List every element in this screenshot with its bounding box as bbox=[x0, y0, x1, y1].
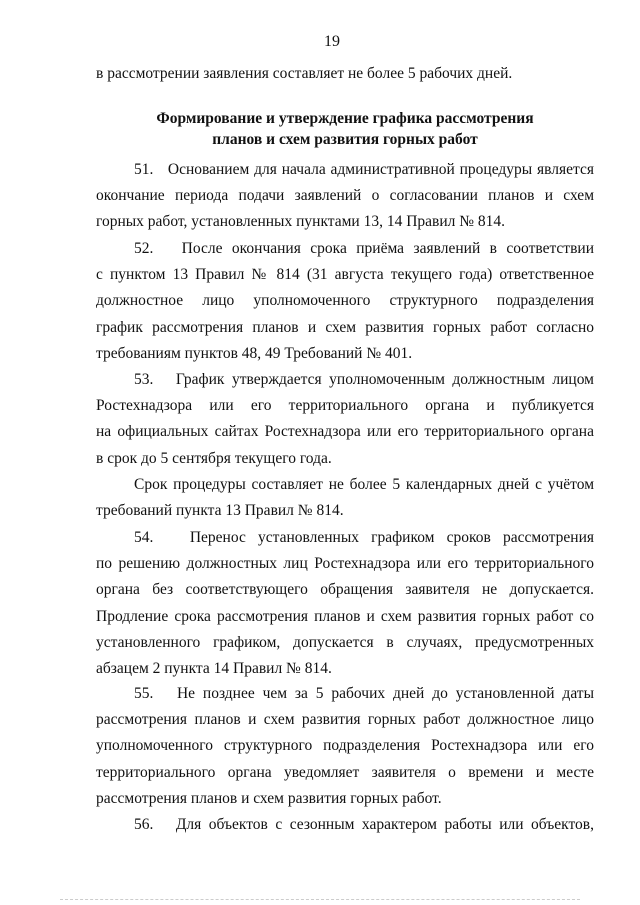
continuation-text bbox=[96, 61, 594, 87]
text-line: в срок до 5 сентября текущего года. bbox=[96, 449, 332, 467]
text-line: Ростехнадзора или его территориального органа и публикуется bbox=[96, 397, 594, 415]
text-line: территориального органа уведомляет заявителя о времени и месте bbox=[96, 763, 594, 781]
paragraph-56 bbox=[96, 812, 594, 838]
text-line: должностное лицо уполномоченного структурного подразделения bbox=[96, 292, 594, 310]
text-line: горных работ, установленных пунктами 13, 14 Правил № 814. bbox=[96, 213, 506, 231]
text-line: требованиям пунктов 48, 49 Требований № 401. bbox=[96, 344, 413, 362]
text-line: рассмотрения планов и схем развития горных работ должностное лицо bbox=[96, 711, 594, 729]
paragraph-55 bbox=[96, 681, 594, 812]
text-line: с пунктом 13 Правил № 814 (31 августа текущего года) ответственное bbox=[96, 266, 594, 284]
text-line: на официальных сайтах Ростехнадзора или его территориального органа bbox=[96, 423, 594, 441]
heading-line: Формирование и утверждение графика рассмотрения bbox=[156, 110, 534, 127]
paragraph-51 bbox=[96, 157, 594, 236]
text-line: рассмотрения планов и схем развития горных работ. bbox=[96, 789, 442, 807]
paragraph-52 bbox=[96, 236, 594, 367]
text-line: требований пункта 13 Правил № 814. bbox=[96, 502, 344, 520]
text-line: 55. Не позднее чем за 5 рабочих дней до установленной даты bbox=[134, 685, 594, 702]
paragraph-53-term bbox=[96, 472, 594, 524]
text-line: Срок процедуры составляет не более 5 календарных дней с учётом bbox=[134, 476, 594, 493]
text-line: 56. Для объектов с сезонным характером работы или объектов, bbox=[134, 816, 594, 833]
paragraph-54 bbox=[96, 525, 594, 682]
text-line: Продление срока рассмотрения планов и схем развития горных работ со bbox=[96, 607, 594, 625]
text-line: уполномоченного структурного подразделения Ростехнадзора или его bbox=[96, 737, 594, 755]
page-number: 19 bbox=[324, 33, 340, 50]
text-line: 53. График утверждается уполномоченным должностным лицом bbox=[134, 371, 594, 388]
paragraph-53 bbox=[96, 367, 594, 472]
text-line: 51. Основанием для начала административной процедуры является bbox=[134, 161, 594, 178]
text-line: абзацем 2 пункта 14 Правил № 814. bbox=[96, 659, 332, 677]
section-heading bbox=[96, 108, 594, 150]
text-line: по решению должностных лиц Ростехнадзора или его территориального bbox=[96, 555, 594, 573]
text-line: в рассмотрении заявления составляет не более 5 рабочих дней. bbox=[96, 65, 513, 82]
text-line: график рассмотрения планов и схем развития горных работ согласно bbox=[96, 318, 594, 336]
text-line: окончание периода подачи заявлений о согласовании планов и схем bbox=[96, 187, 594, 205]
text-line: установленного графиком, допускается в случаях, предусмотренных bbox=[96, 633, 594, 651]
heading-line: планов и схем развития горных работ bbox=[212, 131, 478, 148]
text-line: 54. Перенос установленных графиком сроков рассмотрения bbox=[134, 529, 594, 546]
text-line: 52. После окончания срока приёма заявлений в соответствии bbox=[134, 240, 594, 257]
scan-edge-rule bbox=[60, 899, 580, 901]
text-line: органа без соответствующего обращения заявителя не допускается. bbox=[96, 581, 594, 599]
